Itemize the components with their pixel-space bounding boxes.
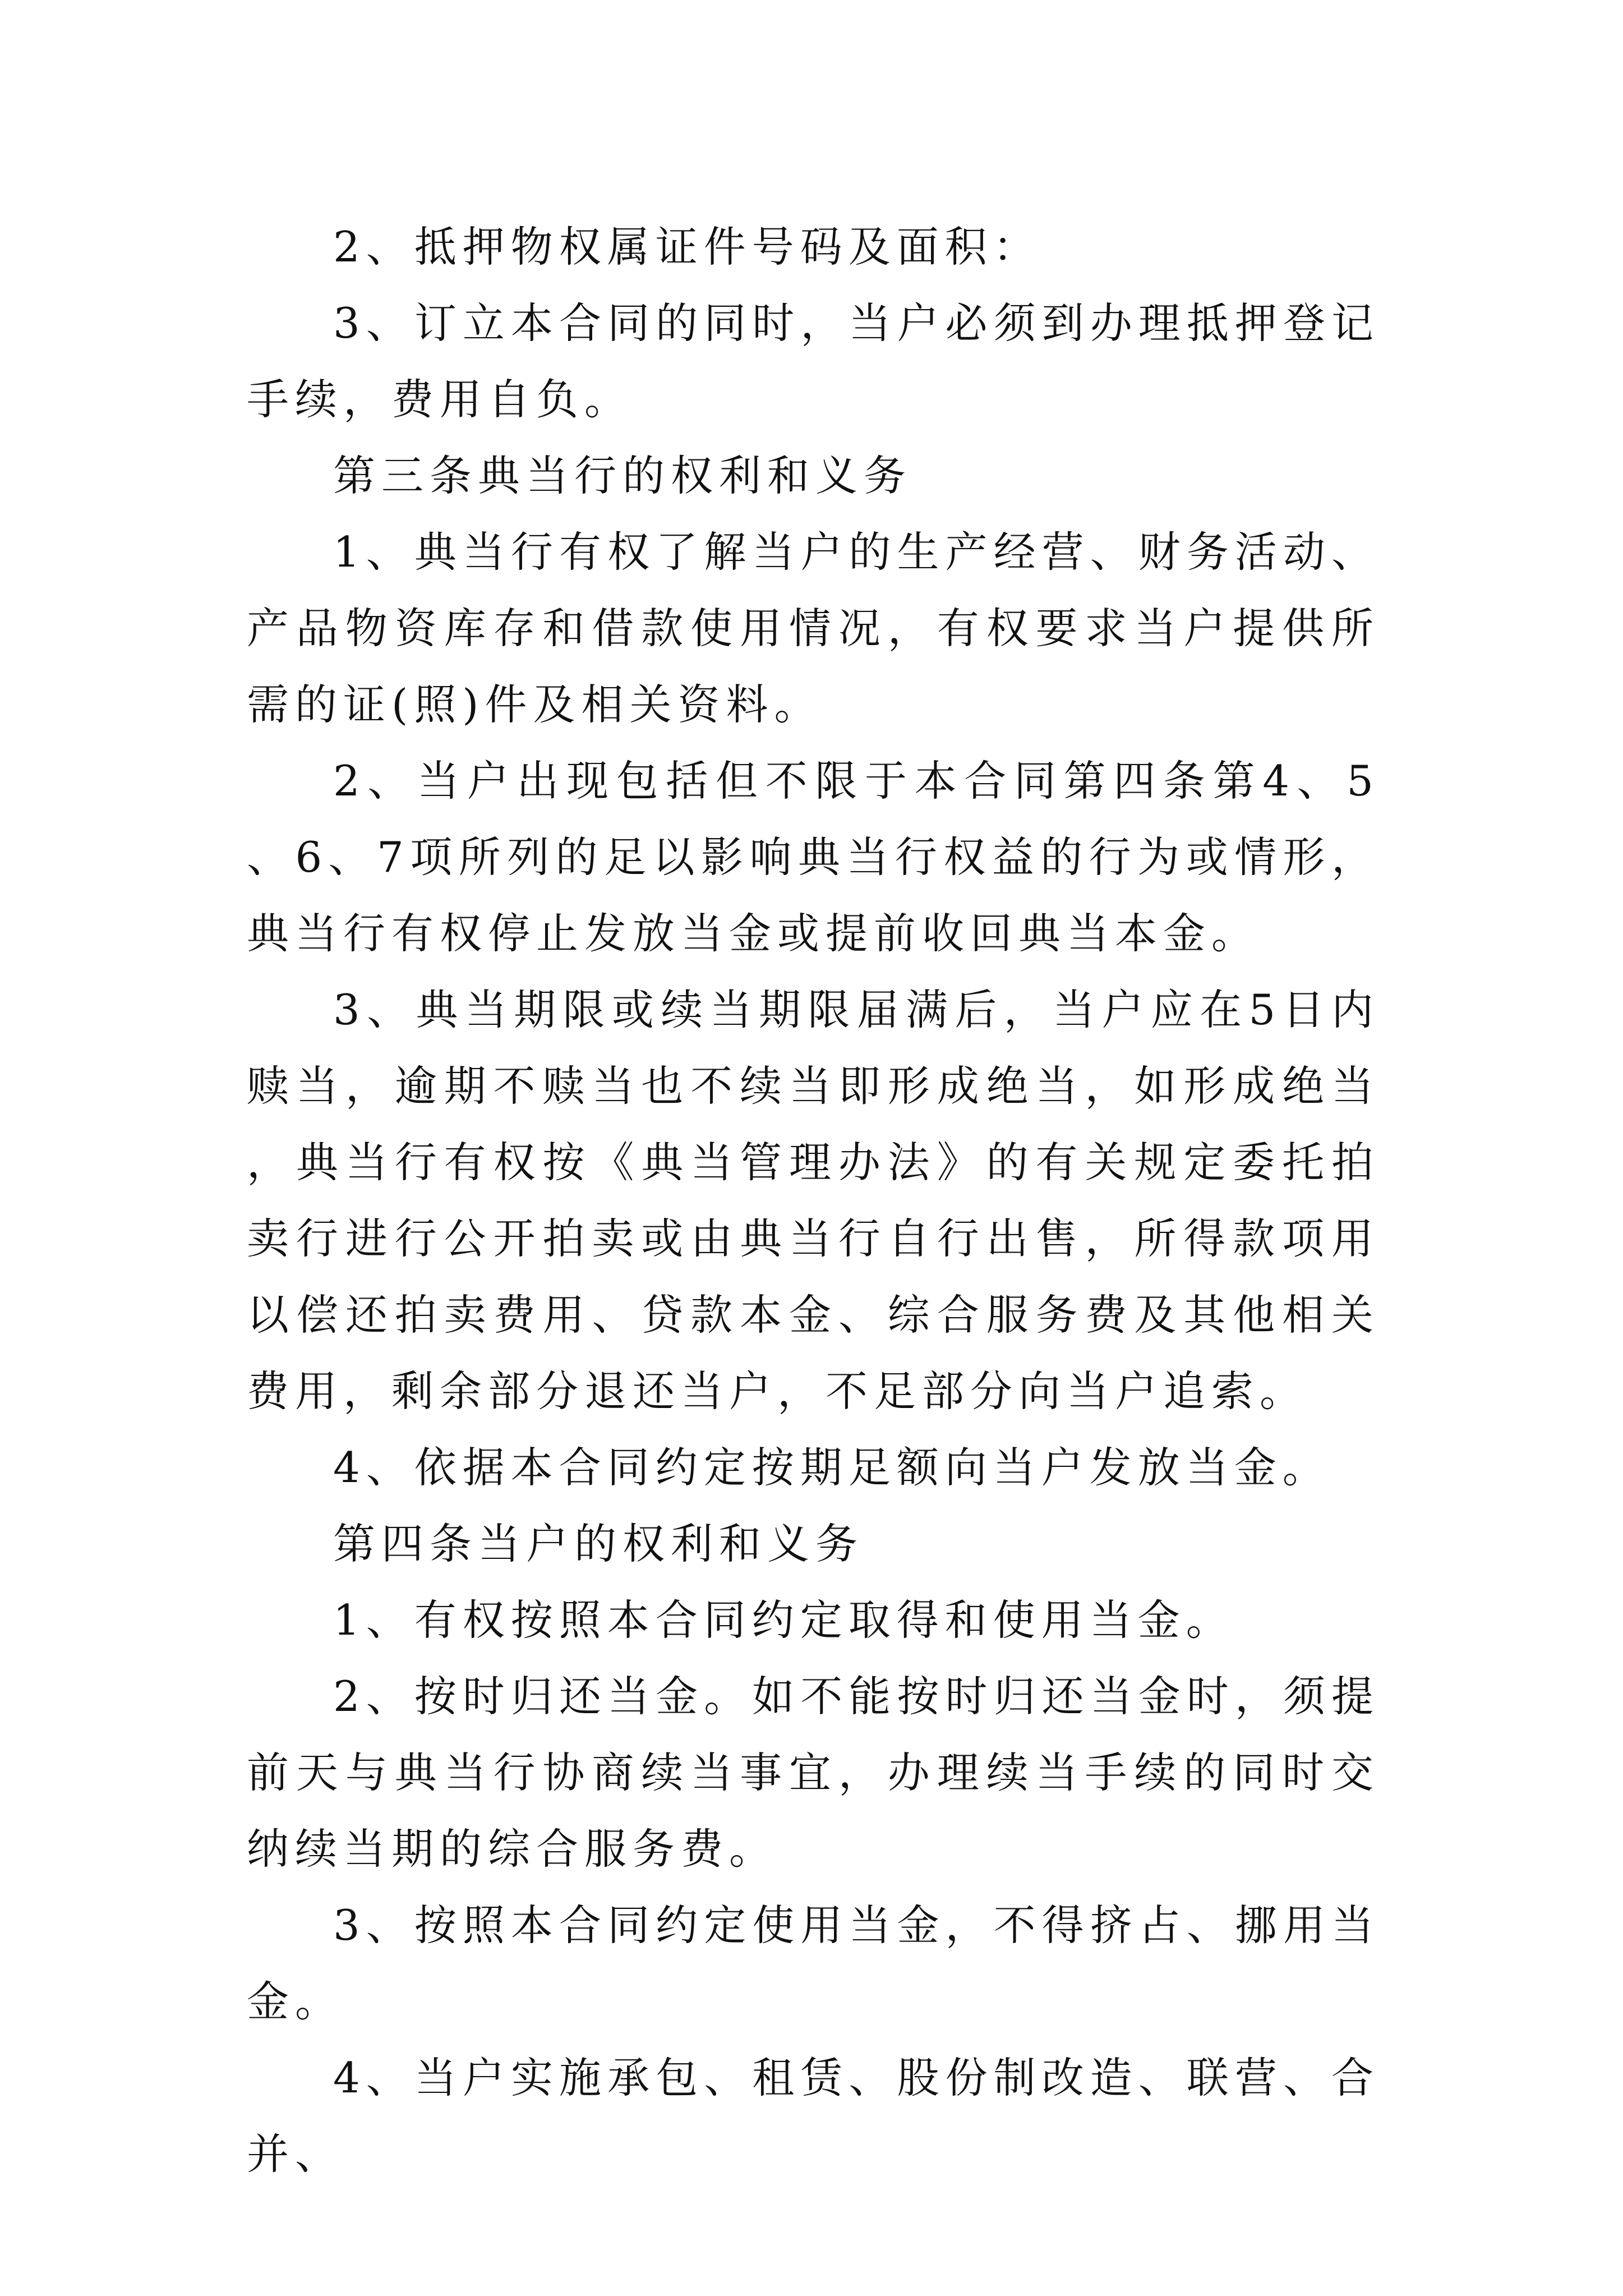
document-body <box>247 209 1380 2192</box>
paragraph-article-4-item-2: 2、按时归还当金。如不能按时归还当金时，须提前天与典当行协商续当事宜，办理续当手续的同时交纳续当期的综合服务费。 <box>247 1672 1380 1874</box>
paragraph-mortgage-certificate: 2、抵押物权属证件号码及面积： <box>333 222 1041 272</box>
paragraph-mortgage-registration: 3、订立本合同的同时，当户必须到办理抵押登记手续，费用自负。 <box>247 298 1380 424</box>
paragraph-article-3-item-4: 4、依据本合同约定按期足额向当户发放当金。 <box>333 1443 1331 1492</box>
paragraph-article-3-item-2: 2、当户出现包括但不限于本合同第四条第4、5、6、7项所列的足以影响典当行权益的行为或情形，典当行有权停止发放当金或提前收回典当本金。 <box>247 756 1380 958</box>
section-heading-article-4: 第四条当户的权利和义务 <box>333 1519 864 1568</box>
section-heading-article-3: 第三条典当行的权利和义务 <box>333 451 912 500</box>
paragraph-article-4-item-3: 3、按照本合同约定使用当金，不得挤占、挪用当金。 <box>247 1901 1380 2026</box>
paragraph-article-3-item-1: 1、典当行有权了解当户的生产经营、财务活动、产品物资库存和借款使用情况，有权要求当户提供所需的证(照)件及相关资料。 <box>247 527 1380 729</box>
paragraph-article-4-item-4: 4、当户实施承包、租赁、股份制改造、联营、合并、 <box>247 2053 1380 2179</box>
paragraph-article-3-item-3: 3、典当期限或续当期限届满后，当户应在5日内赎当，逾期不赎当也不续当即形成绝当，如形成绝当，典当行有权按《典当管理办法》的有关规定委托拍卖行进行公开拍卖或由典当行自行出售，所得款项用以偿还拍卖费用、贷款本金、综合服务费及其他相关费用，剩余部分退还当户，不足部分向当户追索。 <box>247 985 1380 1416</box>
paragraph-article-4-item-1: 1、有权按照本合同约定取得和使用当金。 <box>333 1595 1234 1645</box>
